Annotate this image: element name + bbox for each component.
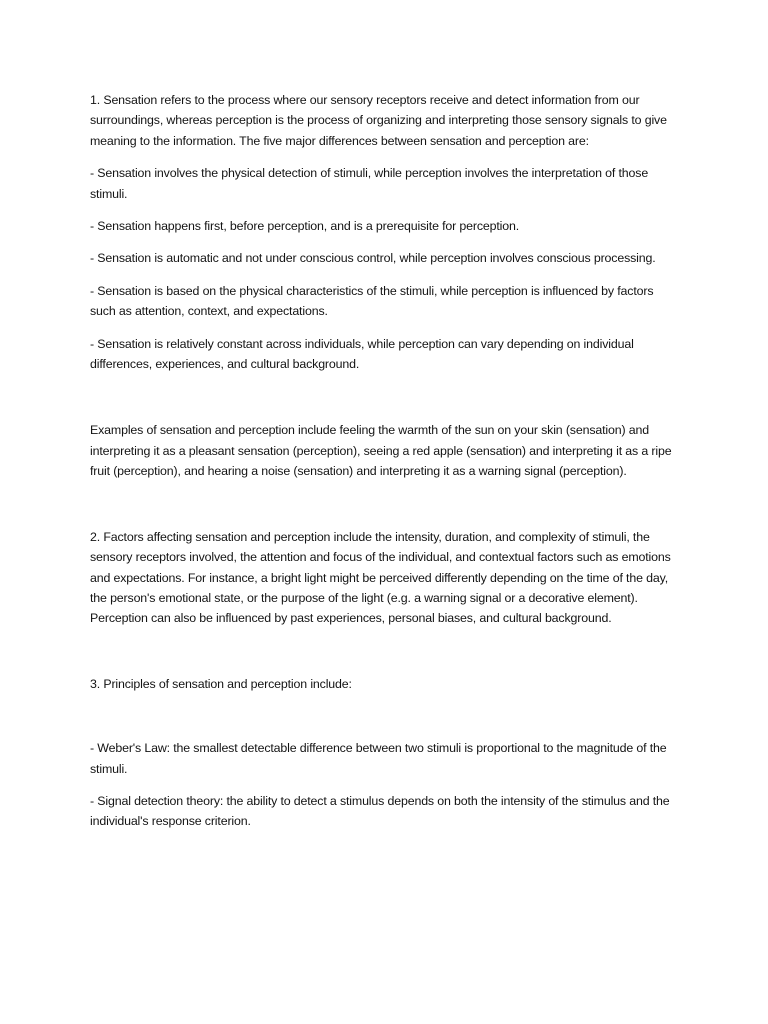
list-item-difference-2: - Sensation happens first, before perception, and is a prerequisite for perception. — [90, 219, 520, 234]
list-item-difference-3: - Sensation is automatic and not under conscious control, while perception involves conscious processing. — [90, 251, 656, 266]
list-item-difference-4: - Sensation is based on the physical characteristics of the stimuli, while perception is influenced by factors such as attention, context, and expectations. — [90, 283, 654, 319]
document-body — [90, 90, 680, 832]
paragraph-examples: Examples of sensation and perception include feeling the warmth of the sun on your skin (sensation) and interpreting it as a pleasant sensation (perception), seeing a red apple (sensation) and interpreting it as a ripe fruit (perception), and hearing a noise (sensation) and interpreting it as a warning signal (perception). — [90, 423, 672, 479]
list-item-signal-detection: - Signal detection theory: the ability to detect a stimulus depends on both the intensity of the stimulus and the individual's response criterion. — [90, 793, 670, 829]
paragraph-principles-heading: 3. Principles of sensation and perception include: — [90, 676, 352, 691]
paragraph-definition: 1. Sensation refers to the process where our sensory receptors receive and detect information from our surroundings, whereas perception is the process of organizing and interpreting those sensory signals to give meaning to the information. The five major differences between sensation and perception are: — [90, 93, 667, 148]
list-item-webers-law: - Weber's Law: the smallest detectable difference between two stimuli is proportional to the magnitude of the stimuli. — [90, 741, 667, 776]
list-item-difference-5: - Sensation is relatively constant across individuals, while perception can vary depending on individual differences, experiences, and cultural background. — [90, 336, 634, 372]
list-item-difference-1: - Sensation involves the physical detection of stimuli, while perception involves the interpretation of those stimuli. — [90, 166, 649, 201]
paragraph-factors: 2. Factors affecting sensation and perception include the intensity, duration, and complexity of stimuli, the sensory receptors involved, the attention and focus of the individual, and contextual factors such as emotions and expectations. For instance, a bright light might be perceived differently depending on the time of the day, the person's emotional state, or the purpose of the light (e.g. a warning signal or a decorative element). Perception can also be influenced by past experiences, personal biases, and cultural background. — [90, 529, 671, 626]
